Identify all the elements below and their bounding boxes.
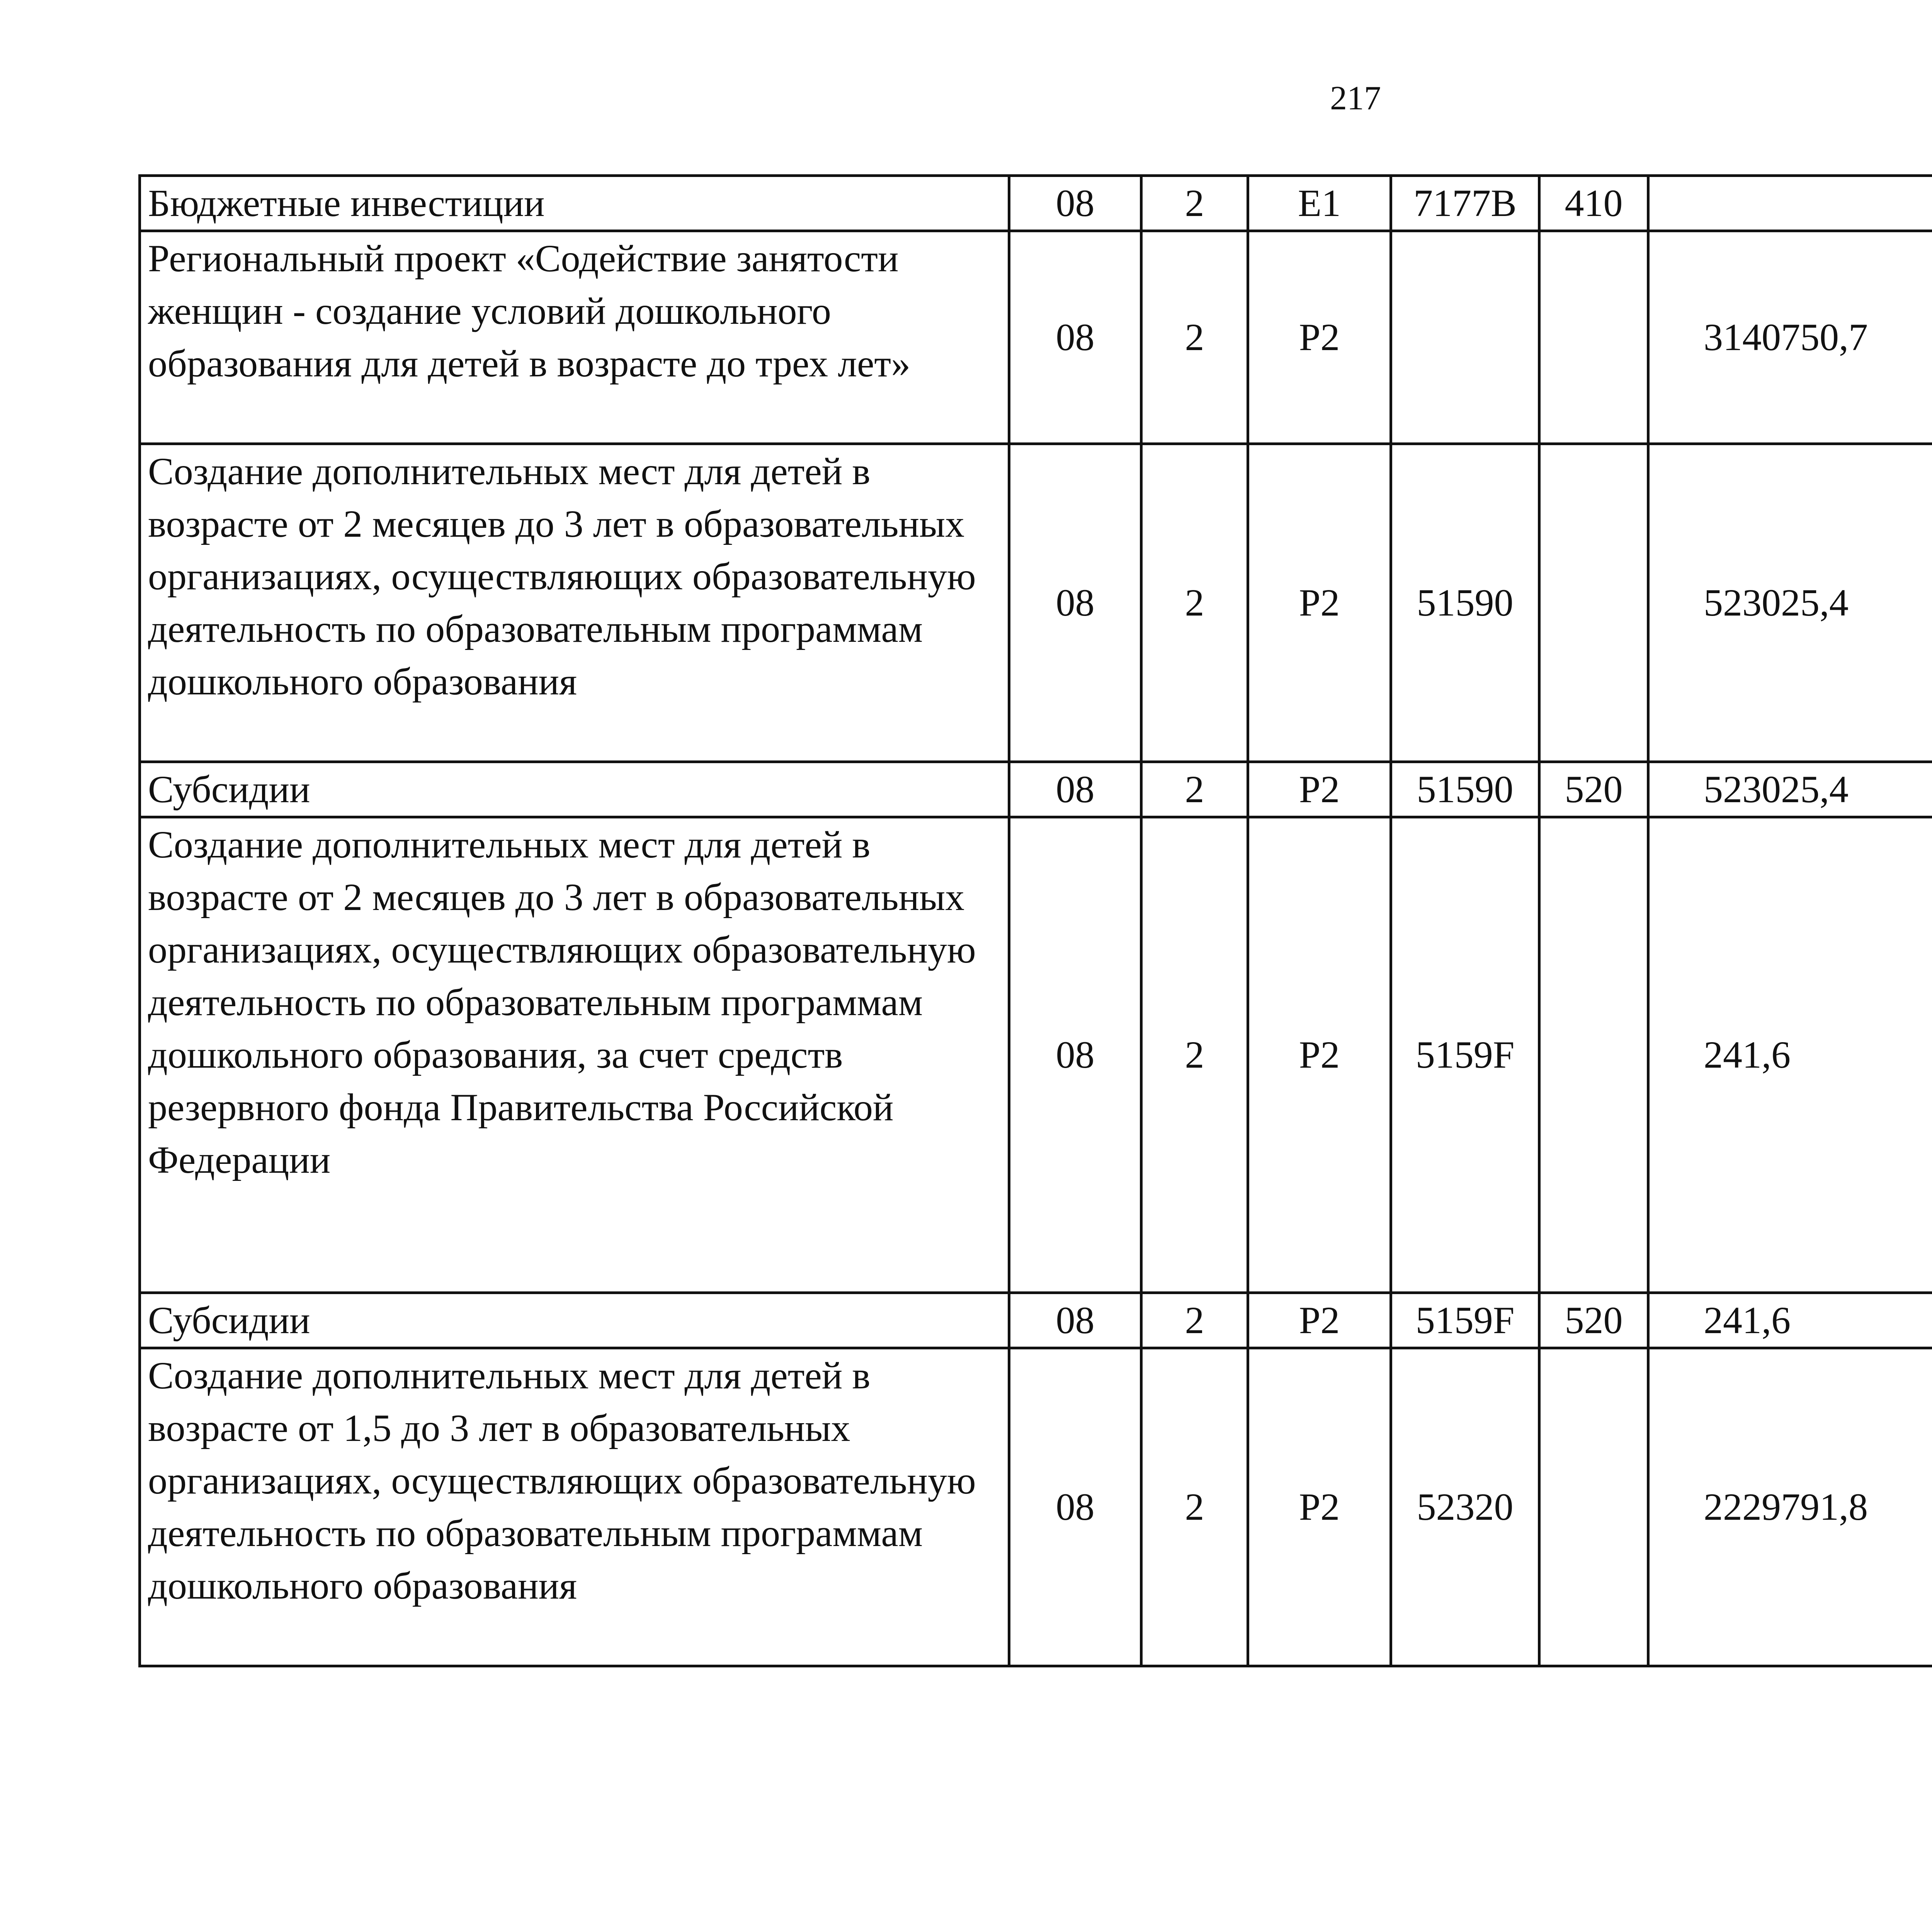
section-code: 08: [1009, 817, 1141, 1293]
table-row: [140, 817, 1932, 1293]
program-code: P2: [1248, 1293, 1391, 1348]
program-code: P2: [1248, 231, 1391, 444]
row-name: Создание дополнительных мест для детей в возрасте от 2 месяцев до 3 лет в образовательных организациях, осуществляющих образовательную деятельность по образовательным программам дошкольного образования: [140, 444, 1009, 762]
section-code: 08: [1009, 231, 1141, 444]
section-code: 08: [1009, 176, 1141, 231]
table-row: [140, 1293, 1932, 1348]
section-code: 08: [1009, 1293, 1141, 1348]
target-code: 51590: [1391, 444, 1539, 762]
table-row: [140, 176, 1932, 231]
subsection-code: 2: [1141, 176, 1248, 231]
row-name: Региональный проект «Содействие занятости женщин - создание условий дошкольного образования для детей в возрасте до трех лет»: [140, 231, 1009, 444]
subsection-code: 2: [1141, 817, 1248, 1293]
target-code: 5159F: [1391, 817, 1539, 1293]
row-name: Бюджетные инвестиции: [140, 176, 1009, 231]
row-name: Создание дополнительных мест для детей в возрасте от 1,5 до 3 лет в образовательных организациях, осуществляющих образовательную деятельность по образовательным программам дошкольного образования: [140, 1348, 1009, 1666]
row-name: Субсидии: [140, 762, 1009, 817]
table-row: [140, 1348, 1932, 1666]
expense-kind: [1539, 1348, 1648, 1666]
section-code: 08: [1009, 762, 1141, 817]
table-row: [140, 444, 1932, 762]
subsection-code: 2: [1141, 1348, 1248, 1666]
target-code: 7177B: [1391, 176, 1539, 231]
section-code: 08: [1009, 1348, 1141, 1666]
expense-kind: [1539, 231, 1648, 444]
target-code: [1391, 231, 1539, 444]
subsection-code: 2: [1141, 231, 1248, 444]
section-code: 08: [1009, 444, 1141, 762]
target-code: 51590: [1391, 762, 1539, 817]
subsection-code: 2: [1141, 1293, 1248, 1348]
program-code: E1: [1248, 176, 1391, 231]
table-row: [140, 762, 1932, 817]
budget-table: [138, 174, 1932, 1667]
amount-year-1: [1648, 176, 1932, 231]
program-code: P2: [1248, 444, 1391, 762]
amount-year-1: 3140750,7: [1648, 231, 1932, 444]
target-code: 52320: [1391, 1348, 1539, 1666]
expense-kind: [1539, 817, 1648, 1293]
amount-year-1: 2229791,8: [1648, 1348, 1932, 1666]
expense-kind: 520: [1539, 762, 1648, 817]
subsection-code: 2: [1141, 444, 1248, 762]
amount-year-1: 241,6: [1648, 817, 1932, 1293]
program-code: P2: [1248, 1348, 1391, 1666]
amount-year-1: 523025,4: [1648, 762, 1932, 817]
program-code: P2: [1248, 762, 1391, 817]
program-code: P2: [1248, 817, 1391, 1293]
subsection-code: 2: [1141, 762, 1248, 817]
row-name: Субсидии: [140, 1293, 1009, 1348]
amount-year-1: 523025,4: [1648, 444, 1932, 762]
target-code: 5159F: [1391, 1293, 1539, 1348]
table-row: [140, 231, 1932, 444]
row-name: Создание дополнительных мест для детей в возрасте от 2 месяцев до 3 лет в образовательных организациях, осуществляющих образовательную деятельность по образовательным программам дошкольного образования, за счет средств резервного фонда Правительства Российской Федерации: [140, 817, 1009, 1293]
amount-year-1: 241,6: [1648, 1293, 1932, 1348]
page-number: 217: [1330, 80, 1381, 117]
expense-kind: [1539, 444, 1648, 762]
expense-kind: 410: [1539, 176, 1648, 231]
expense-kind: 520: [1539, 1293, 1648, 1348]
